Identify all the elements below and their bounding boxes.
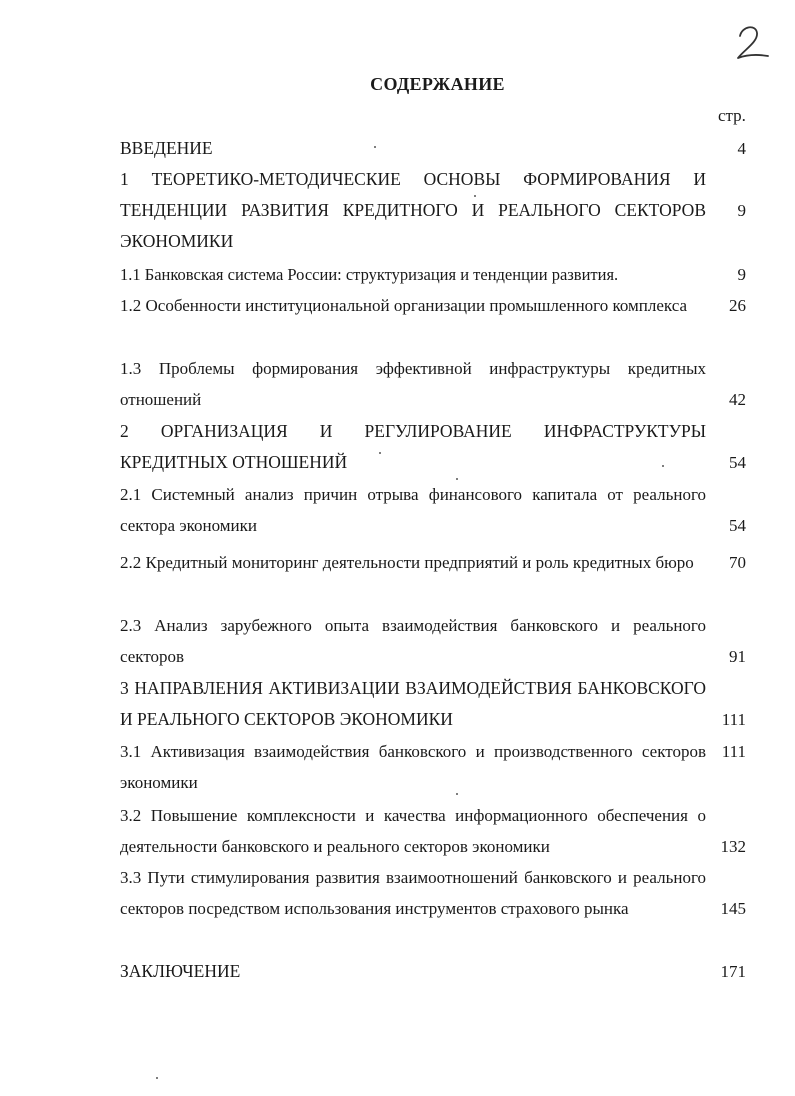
toc-entry-page: 54 [729, 453, 746, 472]
toc-entry-page: 132 [720, 837, 746, 856]
toc-entry-title: 1 ТЕОРЕТИКО-МЕТОДИЧЕСКИЕ ОСНОВЫ ФОРМИРОВАНИЯ И ТЕНДЕНЦИИ РАЗВИТИЯ КРЕДИТНОГО И РЕАЛЬНОГО СЕКТОРОВ ЭКОНОМИКИ [120, 169, 706, 251]
toc-entry-title: ЗАКЛЮЧЕНИЕ [120, 961, 241, 981]
toc-entry-introduction[interactable] [120, 133, 756, 164]
scan-speck [156, 1077, 158, 1079]
scan-speck [374, 146, 376, 148]
toc-entry-title: 3.2 Повышение комплексности и качества информационного обеспечения о деятельности банковского и реального секторов экономики [120, 806, 706, 856]
toc-entry-title: 2 ОРГАНИЗАЦИЯ И РЕГУЛИРОВАНИЕ ИНФРАСТРУКТУРЫ КРЕДИТНЫХ ОТНОШЕНИЙ [120, 421, 706, 472]
toc-entry-page: 26 [729, 296, 746, 315]
toc-entry-page: 9 [737, 265, 746, 284]
pages-column-label: стр. [718, 106, 746, 125]
scan-speck [379, 452, 381, 454]
toc-entry-section-2-1[interactable] [120, 479, 756, 541]
scan-speck [456, 478, 458, 480]
toc-entry-title: ВВЕДЕНИЕ [120, 138, 213, 158]
page-title: СОДЕРЖАНИЕ [370, 74, 505, 94]
scan-speck [456, 793, 458, 795]
toc-entry-page: 111 [721, 710, 746, 729]
toc-entry-title: 3.1 Активизация взаимодействия банковского и производственного секторов экономики [120, 742, 706, 792]
toc-entry-title: 3 НАПРАВЛЕНИЯ АКТИВИЗАЦИИ ВЗАИМОДЕЙСТВИЯ БАНКОВСКОГО И РЕАЛЬНОГО СЕКТОРОВ ЭКОНОМИКИ [120, 678, 706, 729]
toc-entry-section-1-3[interactable] [120, 353, 756, 415]
toc-entry-page: 4 [737, 139, 746, 158]
toc-entry-title: 2.3 Анализ зарубежного опыта взаимодействия банковского и реального секторов [120, 616, 706, 666]
toc-entry-section-2-3[interactable] [120, 610, 756, 672]
toc-entry-title: 2.1 Системный анализ причин отрыва финансового капитала от реального сектора экономики [120, 485, 706, 535]
toc-entry-page: 91 [729, 647, 746, 666]
toc-entry-chapter-2[interactable] [120, 416, 756, 478]
toc-entry-page: 70 [729, 553, 746, 572]
toc-entry-page: 54 [729, 516, 746, 535]
toc-entry-conclusion[interactable] [120, 956, 756, 987]
scan-speck [662, 465, 664, 467]
toc-entry-title: 2.2 Кредитный мониторинг деятельности предприятий и роль кредитных бюро [120, 553, 694, 572]
toc-entry-page: 42 [729, 390, 746, 409]
toc-entry-title: 1.1 Банковская система России: структуризация и тенденции развития. [120, 265, 619, 284]
toc-entry-section-1-1[interactable] [120, 259, 756, 290]
toc-entry-page: 111 [721, 742, 746, 761]
toc-entry-section-3-3[interactable] [120, 862, 756, 924]
toc-entry-section-2-2[interactable] [120, 547, 756, 578]
toc-entry-page: 171 [720, 962, 746, 981]
handwritten-page-number [732, 22, 772, 64]
toc-entry-page: 9 [737, 201, 746, 220]
toc-entry-title: 1.2 Особенности институциональной организации промышленного комплекса [120, 296, 688, 315]
scan-speck [474, 195, 476, 197]
toc-entry-title: 3.3 Пути стимулирования развития взаимоотношений банковского и реального секторов посредством использования инструментов страхового рынка [120, 868, 706, 918]
toc-entry-section-3-2[interactable] [120, 800, 756, 862]
toc-entry-section-1-2[interactable] [120, 290, 756, 321]
toc-entry-section-3-1[interactable] [120, 736, 756, 798]
toc-entry-chapter-1[interactable] [120, 164, 756, 257]
toc-entry-page: 145 [720, 899, 746, 918]
toc-entry-chapter-3[interactable] [120, 673, 756, 735]
toc-entry-title: 1.3 Проблемы формирования эффективной инфраструктуры кредитных отношений [120, 359, 706, 409]
